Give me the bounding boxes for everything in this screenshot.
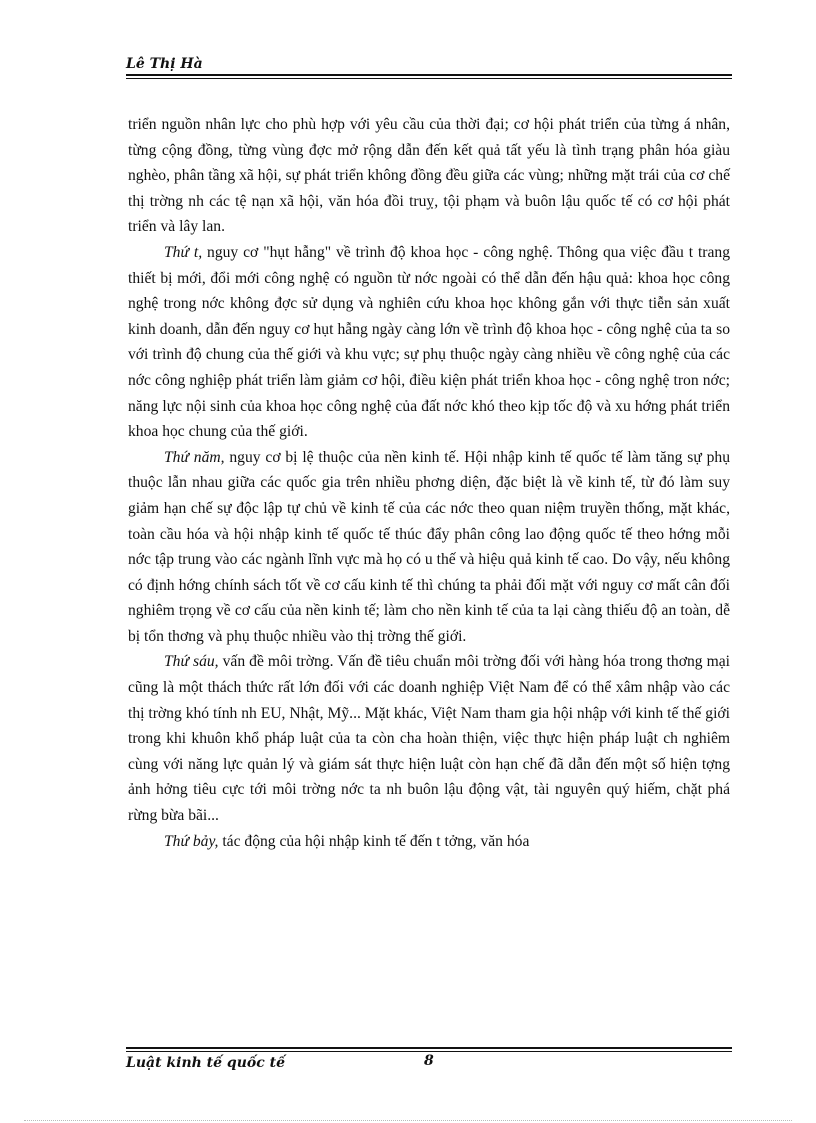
page-header [126,56,732,76]
paragraph-4 [128,649,730,828]
paragraph-lead: Thứ bảy, [164,832,219,850]
page-edge-divider [24,1120,792,1121]
paragraph-text: nguy cơ "hụt hẫng" về trình độ khoa học - công nghệ. Thông qua việc đầu t trang thiết bị mới, đổi mới công nghệ có nguồn từ nớc ngoài có thể dẫn đến hậu quả: khoa học công nghệ trong nớc không đợc sử dụng và nghiên cứu khoa học không gắn với thực tiễn sản xuất kinh doanh, dẫn đến nguy cơ hụt hẫng ngày càng lớn về trình độ khoa học - công nghệ của ta so với trình độ chung của thế giới và khu vực; sự phụ thuộc ngày càng nhiều về công nghệ của các nớc công nghiệp phát triển làm giảm cơ hội, điều kiện phát triển khoa học - công nghệ tron nớc; năng lực nội sinh của khoa học công nghệ của đất nớc khó theo kịp tốc độ và xu hớng phát triển khoa học chung của thế giới. [128,243,730,441]
page-footer [126,1047,732,1071]
paragraph-text: triển nguồn nhân lực cho phù hợp với yêu cầu của thời đại; cơ hội phát triển của từng á nhân, từng cộng đồng, từng vùng đợc mở rộng dẫn đến kết quả tất yếu là tình trạng phân hóa giàu nghèo, phân tầng xã hội, sự phát triển không đồng đều giữa các vùng; những mặt trái của cơ chế thị trờng nh các tệ nạn xã hội, văn hóa đồi truỵ, tội phạm và buôn lậu quốc tế có cơ hội phát triển và lây lan. [128,116,730,236]
paragraph-text: tác động của hội nhập kinh tế đến t tởng, văn hóa [218,832,530,850]
paragraph-text: nguy cơ bị lệ thuộc của nền kinh tế. Hội nhập kinh tế quốc tế làm tăng sự phụ thuộc lẫn nhau giữa các quốc gia trên nhiều phơng diện, đặc biệt là về kinh tế, từ đó làm suy giảm hạn chế sự độc lập tự chủ về kinh tế của các nớc theo quan niệm truyền thống, mặt khác, toàn cầu hóa và hội nhập kinh tế quốc tế thúc đẩy phân công lao động quốc tế theo hớng mỗi nớc tập trung vào các ngành lĩnh vực mà họ có u thế và hiệu quả kinh tế cao. Do vậy, nếu không có định hớng chính sách tốt về cơ cấu kinh tế thì chúng ta phải đối mặt với nguy cơ mất cân đối nghiêm trọng về cơ cấu của nền kinh tế; làm cho nền kinh tế của ta lại càng thiếu độ an toàn, dễ bị tổn thơng và phụ thuộc nhiều vào thị trờng thế giới. [128,448,730,645]
paragraph-lead: Thứ sáu, [164,653,219,671]
page-number: 8 [424,1053,434,1069]
paragraph-lead: Thứ t, [164,243,203,261]
paragraph-2 [128,240,730,445]
paragraph-5 [128,829,730,855]
paragraph-1 [128,112,730,240]
paragraph-3 [128,445,730,650]
footer-title: Luật kinh tế quốc tế [126,1055,286,1071]
document-body [128,112,730,854]
paragraph-text: vấn đề môi trờng. Vấn đề tiêu chuẩn môi trờng đối với hàng hóa trong thơng mại cũng là một thách thức rất lớn đối với các doanh nghiệp Việt Nam để có thể xâm nhập vào các thị trờng khó tính nh EU, Nhật, Mỹ... Mặt khác, Việt Nam tham gia hội nhập với kinh tế thế giới trong khi khuôn khổ pháp luật của ta còn cha hoàn thiện, việc thực hiện pháp luật ch nghiêm cùng với năng lực quản lý và giám sát thực hiện luật còn hạn chế đã dẫn đến một số hiện tợng ảnh hởng tiêu cực tới môi trờng nớc ta nh buôn lậu động vật, tài nguyên quý hiếm, chặt phá rừng bừa bãi... [128,653,730,825]
header-author: Lê Thị Hà [126,56,203,72]
paragraph-lead: Thứ năm, [164,448,225,466]
